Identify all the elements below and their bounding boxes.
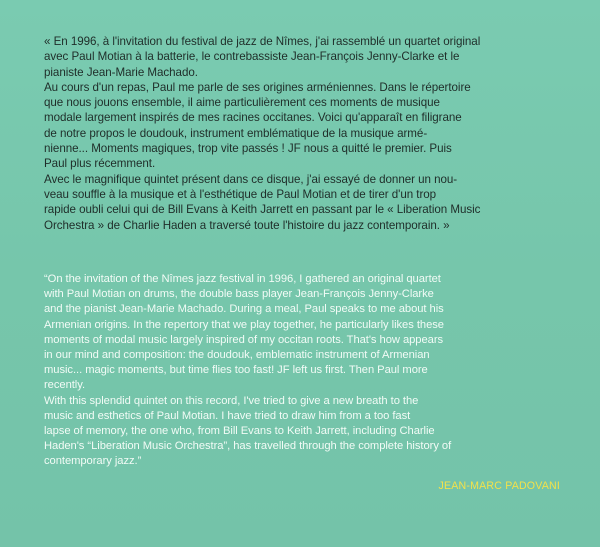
- french-line: nienne... Moments magiques, trop vite passés ! JF nous a quitté le premier. Puis: [44, 142, 452, 156]
- english-line: music and esthetics of Paul Motian. I have tried to draw him from a too fast: [44, 409, 411, 422]
- author-signature: JEAN-MARC PADOVANI: [438, 480, 560, 492]
- french-line: que nous jouons ensemble, il aime particulièrement ces moments de musique: [44, 96, 440, 110]
- english-line: With this splendid quintet on this record, I've tried to give a new breath to the: [44, 394, 419, 407]
- french-text-block: [44, 34, 564, 233]
- french-line: avec Paul Motian à la batterie, le contrebassiste Jean-François Jenny-Clarke et le: [44, 50, 460, 64]
- english-line: “On the invitation of the Nîmes jazz festival in 1996, I gathered an original quartet: [44, 273, 441, 285]
- english-line: Haden's “Liberation Music Orchestra”, has travelled through the complete history of: [44, 440, 452, 453]
- english-line: lapse of memory, the one who, from Bill Evans to Keith Jarrett, including Charlie: [44, 425, 435, 438]
- english-line: music... magic moments, but time flies too fast! JF left us first. Then Paul more: [44, 364, 428, 377]
- english-line: recently.: [44, 379, 85, 392]
- french-line: Avec le magnifique quintet présent dans ce disque, j'ai essayé de donner un nou-: [44, 172, 458, 186]
- english-text-block: [44, 272, 564, 470]
- english-line: in our mind and composition: the doudouk, emblematic instrument of Armenian: [44, 349, 430, 362]
- french-line: pianiste Jean-Marie Machado.: [44, 65, 198, 79]
- french-line: de notre propos le doudouk, instrument emblématique de la musique armé-: [44, 126, 428, 140]
- french-line: Orchestra » de Charlie Haden a traversé toute l'histoire du jazz contemporain. »: [44, 218, 450, 232]
- english-line: contemporary jazz.”: [44, 455, 142, 468]
- french-line: modale largement inspirés de mes racines occitanes. Voici qu'apparaît en filigrane: [44, 111, 462, 125]
- french-line: Au cours d'un repas, Paul me parle de ses origines arméniennes. Dans le répertoire: [44, 80, 471, 94]
- french-line: rapide oubli celui qui de Bill Evans à Keith Jarrett en passant par le « Liberation Music: [44, 203, 481, 217]
- english-line: Armenian origins. In the repertory that we play together, he particularly likes these: [44, 318, 444, 331]
- french-line: veau souffle à la musique et à l'esthétique de Paul Motian et de tirer d'un trop: [44, 187, 437, 201]
- french-line: Paul plus récemment.: [44, 157, 156, 171]
- english-line: moments of modal music largely inspired of my occitan roots. That's how appears: [44, 333, 444, 346]
- english-line: and the pianist Jean-Marie Machado. During a meal, Paul speaks to me about his: [44, 303, 444, 316]
- english-line: with Paul Motian on drums, the double bass player Jean-François Jenny-Clarke: [44, 288, 434, 301]
- french-line: « En 1996, à l'invitation du festival de jazz de Nîmes, j'ai rassemblé un quartet original: [44, 35, 481, 48]
